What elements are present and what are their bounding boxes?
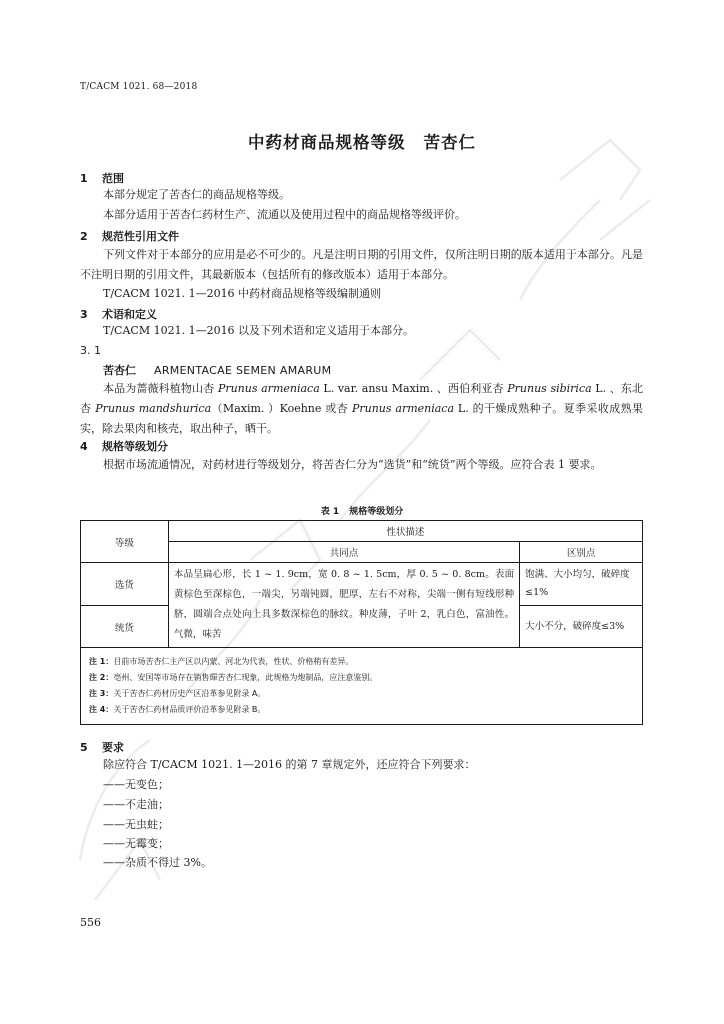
term-definition: 本品为蔷薇科植物山杏 Prunus armeniaca L. var. ansu Maxim. 、西伯利亚杏 Prunus sibirica L. 、东北杏 Prunus mandshurica（Maxim. ）Koehne 或杏 Prunus armeniaca L. 的干燥成熟种子。夏季采收成熟果实，除去果肉和核壳，取出种子，晒干。 [80, 382, 644, 435]
section-4-para-1: 根据市场流通情况，对药材进行等级划分，将苦杏仁分为“选货”和“统货”两个等级。应符合表 1 要求。 [103, 458, 602, 471]
page-number: 556 [80, 916, 101, 929]
section-5-para-1: 除应符合 T/CACM 1021. 1—2016 的第 7 章规定外，还应符合下列要求： [103, 758, 476, 771]
table-notes [81, 648, 643, 725]
header-common: 共同点 [168, 542, 519, 563]
term-chinese: 苦杏仁 [103, 364, 136, 377]
header-difference: 区别点 [520, 542, 643, 563]
table-row-grade: 选货 [81, 563, 169, 606]
requirement-item: ——无霉变； [103, 837, 169, 850]
table-note: 注 3：关于苦杏仁药材历史产区沿革参见附录 A。 [89, 689, 266, 698]
table-note: 注 4：关于苦杏仁药材品质评价沿革参见附录 B。 [89, 705, 266, 714]
term-line [103, 362, 331, 378]
page-title [0, 129, 724, 153]
requirement-item: ——无虫蛀； [103, 818, 169, 831]
table-caption: 表 1 规格等级划分 [320, 507, 404, 517]
document-id: T/CACM 1021. 68—2018 [80, 82, 198, 92]
section-3-para-1: T/CACM 1021. 1—2016 以及下列术语和定义适用于本部分。 [103, 324, 415, 337]
section-1-para-2: 本部分适用于苦杏仁药材生产、流通以及使用过程中的商品规格等级评价。 [103, 208, 466, 221]
term-english: ARMENTACAE SEMEN AMARUM [154, 364, 332, 377]
requirement-item: ——杂质不得过 3%。 [103, 856, 212, 869]
requirement-item: ——无变色； [103, 778, 169, 791]
header-description: 性状描述 [168, 521, 642, 542]
requirement-item: ——不走油； [103, 798, 169, 811]
section-1-heading: 1 范围 [80, 172, 124, 185]
common-description: 本品呈扁心形，长 1 ~ 1. 9cm，宽 0. 8 ~ 1. 5cm，厚 0. 5 ~ 0. 8cm。表面黄棕色至深棕色，一端尖，另端钝圆，肥厚，左右不对称，尖端一侧有短线形种脐，圆端合点处向上具多数深棕色的脉纹。种皮薄，子叶 2，乳白色，富油性。气微，味苦 [168, 563, 519, 648]
section-1-para-1: 本部分规定了苦杏仁的商品规格等级。 [103, 188, 290, 201]
table-note: 注 2：亳州、安国等市场存在销售燀苦杏仁现象，此规格为炮制品，应注意鉴别。 [89, 673, 378, 682]
grade-table [80, 520, 643, 725]
table-note: 注 1：目前市场苦杏仁主产区以内蒙、河北为代表，性状、价格稍有差异。 [89, 657, 354, 666]
header-grade: 等级 [81, 521, 169, 563]
section-2-reference: T/CACM 1021. 1—2016 中药材商品规格等级编制通则 [103, 287, 382, 300]
table-row-difference: 大小不分，破碎度≤3% [520, 606, 643, 648]
section-2-heading: 2 规范性引用文件 [80, 230, 179, 243]
section-3-heading: 3 术语和定义 [80, 308, 157, 321]
section-4-heading: 4 规格等级划分 [80, 440, 168, 453]
table-row-difference: 饱满、大小均匀，破碎度≤1% [520, 563, 643, 606]
title-sub: 苦杏仁 [423, 133, 476, 152]
title-main: 中药材商品规格等级 [248, 133, 406, 152]
section-2-para-1: 下列文件对于本部分的应用是必不可少的。凡是注明日期的引用文件，仅所注明日期的版本适用于本部分。凡是不注明日期的引用文件，其最新版本（包括所有的修改版本）适用于本部分。 [80, 248, 643, 281]
section-5-heading: 5 要求 [80, 741, 124, 754]
table-row-grade: 统货 [81, 606, 169, 648]
subsection-3-1-number: 3. 1 [80, 344, 101, 357]
